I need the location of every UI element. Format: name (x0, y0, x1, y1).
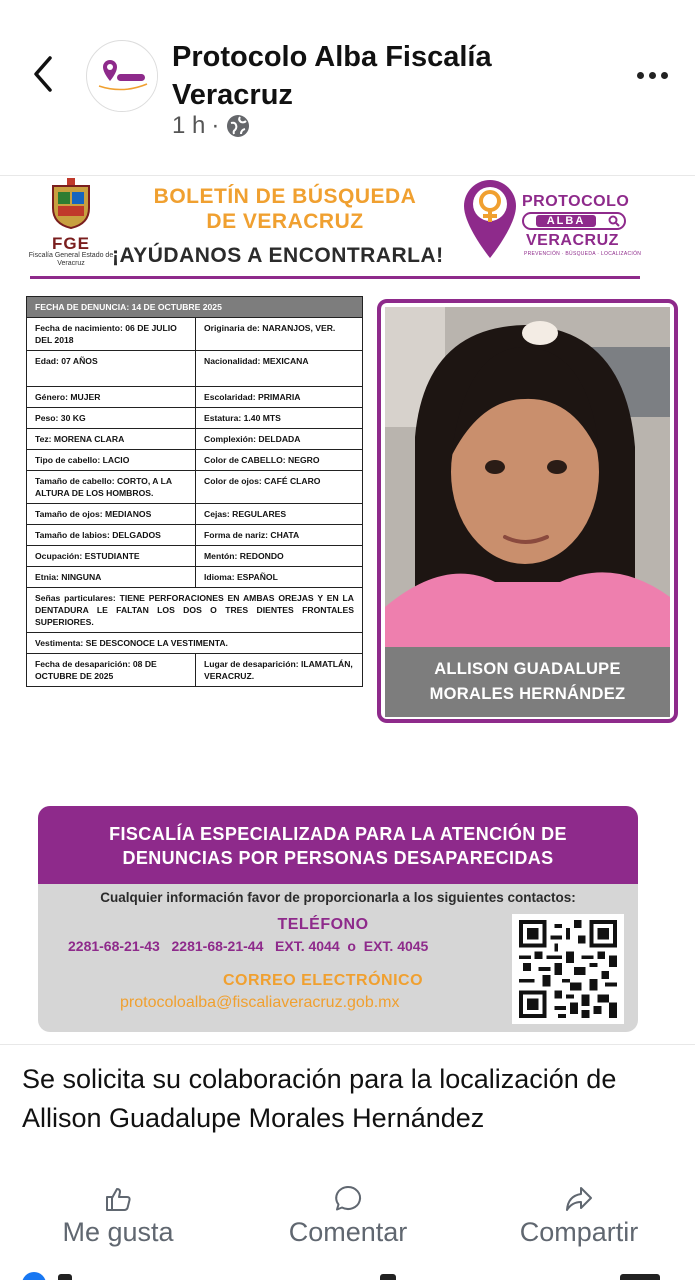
text-fragment (58, 1274, 72, 1280)
table-row (27, 525, 362, 546)
table-cell: Fecha de nacimiento: 06 DE JULIO DEL 2018 (27, 318, 196, 350)
table-row (27, 429, 362, 450)
report-date: FECHA DE DENUNCIA: 14 DE OCTUBRE 2025 (35, 302, 222, 312)
next-item-peek (0, 1268, 695, 1280)
table-cell: Originaria de: NARANJOS, VER. (204, 323, 336, 333)
table-row (27, 318, 362, 351)
comment-label: Comentar (288, 1217, 408, 1247)
phone-numbers: 2281-68-21-43 2281-68-21-44 EXT. 4044 o EXT. 4045 (68, 938, 429, 954)
divider (30, 276, 640, 279)
bulletin-title (130, 184, 440, 234)
table-row (27, 471, 362, 504)
contact-heading-line2: DENUNCIAS POR PERSONAS DESAPARECIDAS (122, 848, 554, 868)
thumbs-up-icon (103, 1184, 133, 1214)
meta-separator: · (211, 112, 220, 139)
table-cell: Etnia: NINGUNA (27, 567, 196, 587)
table-row (27, 567, 362, 588)
fge-subtitle: Fiscalía General Estado de Veracruz (28, 252, 114, 267)
disappearance-place: Lugar de desaparición: ILAMATLÁN, VERACRUZ. (204, 659, 353, 681)
table-cell: Color de ojos: CAFÉ CLARO (204, 476, 321, 486)
help-heading: ¡AYÚDANOS A ENCONTRARLA! (112, 244, 444, 267)
globe-icon (225, 113, 251, 139)
text-fragment (380, 1274, 396, 1280)
share-arrow-icon (564, 1184, 594, 1214)
search-icon (608, 215, 620, 227)
person-name-line1: ALLISON GUADALUPE (434, 660, 621, 678)
contact-heading (38, 806, 638, 884)
table-row (27, 387, 362, 408)
contact-heading-line1: FISCALÍA ESPECIALIZADA PARA LA ATENCIÓN DE (109, 824, 567, 844)
fge-label: FGE (52, 234, 90, 253)
contact-box (38, 806, 638, 1032)
table-cell: Tamaño de ojos: MEDIANOS (27, 504, 196, 524)
post-meta (172, 112, 251, 140)
bulletin-title-line1: BOLETÍN DE BÚSQUEDA (153, 185, 417, 208)
bulletin-title-line2: DE VERACRUZ (206, 210, 364, 233)
table-row (27, 654, 362, 686)
qr-code (512, 914, 624, 1024)
location-pin-female-icon (458, 176, 522, 262)
table-row (27, 450, 362, 471)
table-cell: Tamaño de labios: DELGADOS (27, 525, 196, 545)
post-header (0, 0, 695, 165)
dot-icon (637, 72, 644, 79)
table-cell: Estatura: 1.40 MTS (204, 413, 281, 423)
post-actions (0, 1180, 695, 1260)
logo-tagline: PREVENCIÓN · BÚSQUEDA · LOCALIZACIÓN (524, 251, 642, 257)
table-cell: Idioma: ESPAÑOL (204, 572, 278, 582)
like-button[interactable] (48, 1180, 188, 1256)
coat-of-arms-icon (49, 178, 93, 230)
more-options-button[interactable] (630, 60, 674, 90)
contact-info: Cualquier información favor de proporcionarla a los siguientes contactos: (100, 890, 576, 905)
dot-icon (661, 72, 668, 79)
dot-icon (649, 72, 656, 79)
table-cell: Nacionalidad: MEXICANA (204, 356, 309, 366)
fge-logo (26, 176, 116, 271)
missing-person-card (377, 299, 678, 723)
like-label: Me gusta (62, 1217, 174, 1247)
text-fragment (620, 1274, 660, 1280)
distinctive-marks: Señas particulares: TIENE PERFORACIONES EN AMBAS OREJAS Y EN LA DENTADURA LE FALTAN LOS DOS O TRES DIENTES FRONTALES SUPERIORES. (35, 593, 354, 627)
person-name-line2: MORALES HERNÁNDEZ (429, 685, 626, 703)
email-label: CORREO ELECTRÓNICO (222, 972, 424, 989)
table-row (27, 588, 362, 633)
post-caption: Se solicita su colaboración para la localización de Allison Guadalupe Morales Hernández (22, 1064, 617, 1133)
person-name (385, 647, 670, 717)
logo-line3: VERACRUZ (526, 232, 619, 249)
table-cell: Escolaridad: PRIMARIA (204, 392, 301, 402)
table-cell: Tipo de cabello: LACIO (27, 450, 196, 470)
logo-line1: PROTOCOLO (522, 193, 630, 210)
alba-logo (458, 176, 648, 266)
table-cell: Forma de nariz: CHATA (204, 530, 300, 540)
table-row (27, 297, 362, 318)
table-cell: Mentón: REDONDO (204, 551, 284, 561)
girl-portrait-icon (385, 307, 670, 647)
logo-pill (522, 212, 626, 230)
table-cell: Color de CABELLO: NEGRO (204, 455, 320, 465)
protocolo-alba-logo-icon (87, 41, 158, 112)
disappearance-date: Fecha de desaparición: 08 DE OCTUBRE DE 2025 (27, 654, 196, 686)
comment-bubble-icon (333, 1184, 363, 1214)
chevron-left-icon (28, 52, 56, 96)
clothing: Vestimenta: SE DESCONOCE LA VESTIMENTA. (35, 638, 228, 648)
person-data-table (26, 296, 363, 687)
table-cell: Ocupación: ESTUDIANTE (27, 546, 196, 566)
table-cell: Tez: MORENA CLARA (27, 429, 196, 449)
table-cell: Tamaño de cabello: CORTO, A LA ALTURA DE LOS HOMBROS. (27, 471, 196, 503)
logo-line2: ALBA (536, 215, 596, 227)
table-cell: Complexión: DELDADA (204, 434, 301, 444)
qr-code-icon (518, 920, 618, 1018)
table-row (27, 504, 362, 525)
page-avatar[interactable] (86, 40, 158, 112)
table-cell: Peso: 30 KG (27, 408, 196, 428)
table-row (27, 546, 362, 567)
table-cell: Género: MUJER (27, 387, 196, 407)
comment-button[interactable] (278, 1180, 418, 1256)
table-row (27, 351, 362, 387)
table-cell: Cejas: REGULARES (204, 509, 287, 519)
post-time[interactable]: 1 h (172, 112, 206, 139)
table-row (27, 408, 362, 429)
table-row (27, 633, 362, 654)
email-address: protocoloalba@fiscaliaveracruz.gob.mx (120, 994, 400, 1011)
phone-label: TELÉFONO (277, 916, 369, 933)
share-button[interactable] (506, 1180, 652, 1256)
share-label: Compartir (519, 1217, 639, 1247)
table-cell: Edad: 07 AÑOS (27, 351, 196, 386)
page-name[interactable]: Protocolo Alba Fiscalía Veracruz (172, 41, 492, 111)
post-image[interactable] (0, 175, 695, 1045)
back-button[interactable] (28, 52, 56, 96)
missing-person-photo (385, 307, 670, 647)
reaction-icon (22, 1272, 46, 1280)
